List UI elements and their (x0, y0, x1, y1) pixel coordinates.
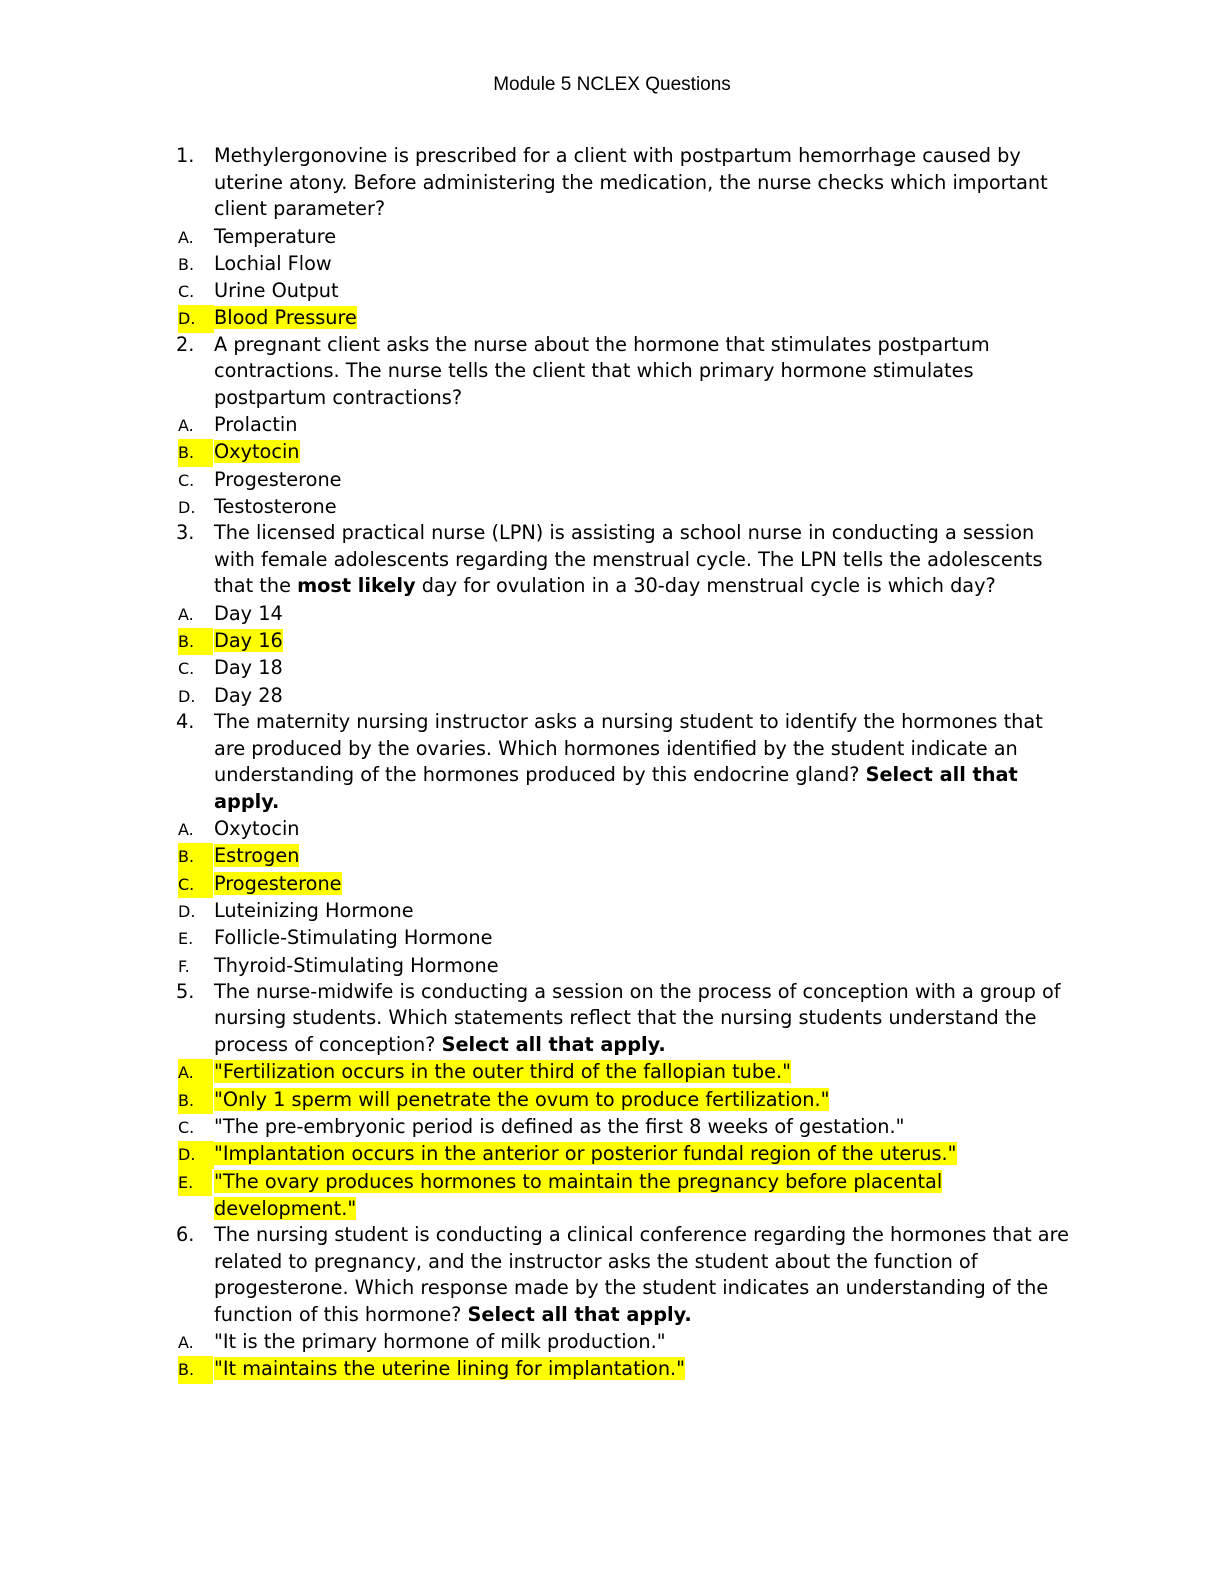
question-number: 6. (176, 1223, 195, 1247)
page-title: Module 5 NCLEX Questions (493, 74, 731, 95)
option-label: F. (178, 956, 190, 976)
question-stem-end: day for ovulation in a 30-day menstrual cycle is which day? (415, 574, 996, 598)
question-emphasis: most likely (297, 574, 416, 598)
option-text: "Implantation occurs in the anterior or posterior fundal region of the uterus." (214, 1142, 957, 1166)
question-text (214, 143, 1076, 223)
option-label: B. (178, 254, 195, 274)
option-text: Progesterone (214, 467, 342, 491)
answer-option (178, 1328, 1056, 1355)
option-text: Thyroid-Stimulating Hormone (214, 953, 499, 977)
question-item (176, 979, 1076, 1222)
option-label: A. (178, 1059, 213, 1086)
answer-option (178, 952, 1056, 979)
option-text: Oxytocin (214, 817, 300, 841)
answer-option (178, 815, 1056, 842)
question-item (176, 332, 1076, 521)
answer-option (178, 277, 1056, 304)
option-label: B. (178, 1356, 213, 1383)
option-text: Progesterone (214, 871, 342, 895)
question-number: 1. (176, 144, 195, 167)
question-number: 5. (176, 979, 195, 1003)
option-label: B. (178, 439, 213, 466)
option-label: D. (178, 305, 214, 332)
option-text: Urine Output (214, 279, 339, 303)
option-label: C. (178, 1117, 195, 1137)
option-label: D. (178, 1141, 214, 1168)
answer-option (178, 924, 1056, 951)
option-label: A. (178, 1333, 194, 1353)
option-text: Oxytocin (214, 440, 300, 464)
option-text: "Only 1 sperm will penetrate the ovum to produce fertilization." (214, 1087, 830, 1111)
question-text (214, 1222, 1076, 1328)
option-label: E. (178, 929, 194, 949)
option-text: Follicle-Stimulating Hormone (214, 926, 493, 950)
question-text (214, 520, 1076, 600)
question-number: 3. (176, 521, 195, 545)
answer-option (178, 223, 1056, 250)
question-emphasis: Select all that apply. (441, 1032, 666, 1056)
option-text: Lochial Flow (214, 251, 332, 275)
option-label: A. (178, 820, 194, 840)
question-item (176, 520, 1076, 709)
question-text (214, 979, 1076, 1059)
answer-option (178, 682, 1056, 709)
option-text: "It is the primary hormone of milk production." (214, 1330, 666, 1354)
answer-options (178, 411, 1076, 520)
answer-option (178, 466, 1056, 493)
answer-option (178, 411, 1056, 438)
option-text: "Fertilization occurs in the outer third of the fallopian tube." (214, 1060, 791, 1084)
question-stem: Methylergonovine is prescribed for a client with postpartum hemorrhage caused by uterine atony. Before administering the medication, the nurse checks which important client parameter? (214, 144, 1048, 220)
answer-option-correct (178, 1058, 1056, 1085)
option-text: Day 18 (214, 656, 283, 680)
question-number: 4. (176, 710, 195, 734)
answer-option-correct (178, 1140, 1056, 1167)
question-stem: The maternity nursing instructor asks a nursing student to identify the hormones that are produced by the ovaries. Which hormones identified by the student indicate an understanding of the hormones produced by this endocrine gland? (214, 710, 1043, 787)
answer-option-correct (178, 438, 1056, 465)
option-label: A. (178, 416, 194, 436)
question-text (214, 332, 1076, 412)
answer-option (178, 897, 1056, 924)
option-text: "The ovary produces hormones to maintain the pregnancy before placental development." (214, 1169, 943, 1220)
answer-option (178, 493, 1056, 520)
answer-options (178, 600, 1076, 709)
answer-options (178, 815, 1076, 979)
question-number: 2. (176, 332, 195, 356)
option-label: C. (178, 282, 195, 302)
option-text: "It maintains the uterine lining for implantation." (214, 1357, 686, 1381)
answer-option-correct (178, 627, 1056, 654)
option-text: Day 14 (214, 601, 283, 625)
question-stem: A pregnant client asks the nurse about the hormone that stimulates postpartum contractions. The nurse tells the client that which primary hormone stimulates postpartum contractions? (214, 332, 990, 409)
answer-option (178, 600, 1056, 627)
option-label: D. (178, 901, 196, 921)
question-stem: The nursing student is conducting a clinical conference regarding the hormones that are related to pregnancy, and the instructor asks the student about the function of progesterone. Which response made by the student indicates an understanding of the function of this hormone? (214, 1223, 1069, 1326)
answer-option-correct (178, 1168, 1056, 1223)
option-text: Day 16 (214, 629, 283, 653)
question-text (214, 709, 1076, 815)
answer-option-correct (178, 1086, 1056, 1113)
answer-option (178, 654, 1056, 681)
option-text: Day 28 (214, 683, 283, 707)
answer-options (178, 1328, 1076, 1383)
option-text: Blood Pressure (214, 306, 357, 330)
option-text: Prolactin (214, 413, 298, 437)
option-label: B. (178, 843, 213, 870)
option-text: Luteinizing Hormone (214, 898, 414, 922)
question-stem: The licensed practical nurse (LPN) is assisting a school nurse in conducting a session with female adolescents regarding the menstrual cycle. The LPN tells the adolescents that the (214, 521, 1043, 598)
option-label: C. (178, 871, 213, 898)
answer-option (178, 1113, 1056, 1140)
answer-option (178, 250, 1056, 277)
answer-option-correct (178, 870, 1056, 897)
answer-option-correct (178, 1355, 1056, 1382)
answer-options (178, 223, 1076, 332)
option-text: "The pre-embryonic period is defined as the first 8 weeks of gestation." (214, 1114, 905, 1138)
option-label: C. (178, 659, 195, 679)
answer-option-correct (178, 842, 1056, 869)
question-list (176, 143, 1076, 1383)
question-item (176, 1222, 1076, 1383)
option-text: Testosterone (214, 495, 337, 519)
question-emphasis: Select all that apply. (214, 763, 1018, 813)
option-text: Estrogen (214, 844, 300, 868)
option-label: D. (178, 498, 196, 518)
option-label: A. (178, 604, 194, 624)
option-label: D. (178, 686, 196, 706)
option-label: B. (178, 1087, 213, 1114)
option-label: A. (178, 227, 194, 247)
answer-options (178, 1058, 1076, 1222)
question-stem: The nurse-midwife is conducting a session on the process of conception with a group of nursing students. Which statements reflect that the nursing students understand the process of conception? (214, 979, 1061, 1056)
question-emphasis: Select all that apply. (467, 1302, 692, 1326)
option-label: E. (178, 1169, 212, 1196)
question-item (176, 143, 1076, 332)
question-item (176, 709, 1076, 979)
option-text: Temperature (214, 224, 337, 248)
answer-option-correct (178, 304, 1056, 331)
option-label: B. (178, 628, 213, 655)
option-label: C. (178, 470, 195, 490)
